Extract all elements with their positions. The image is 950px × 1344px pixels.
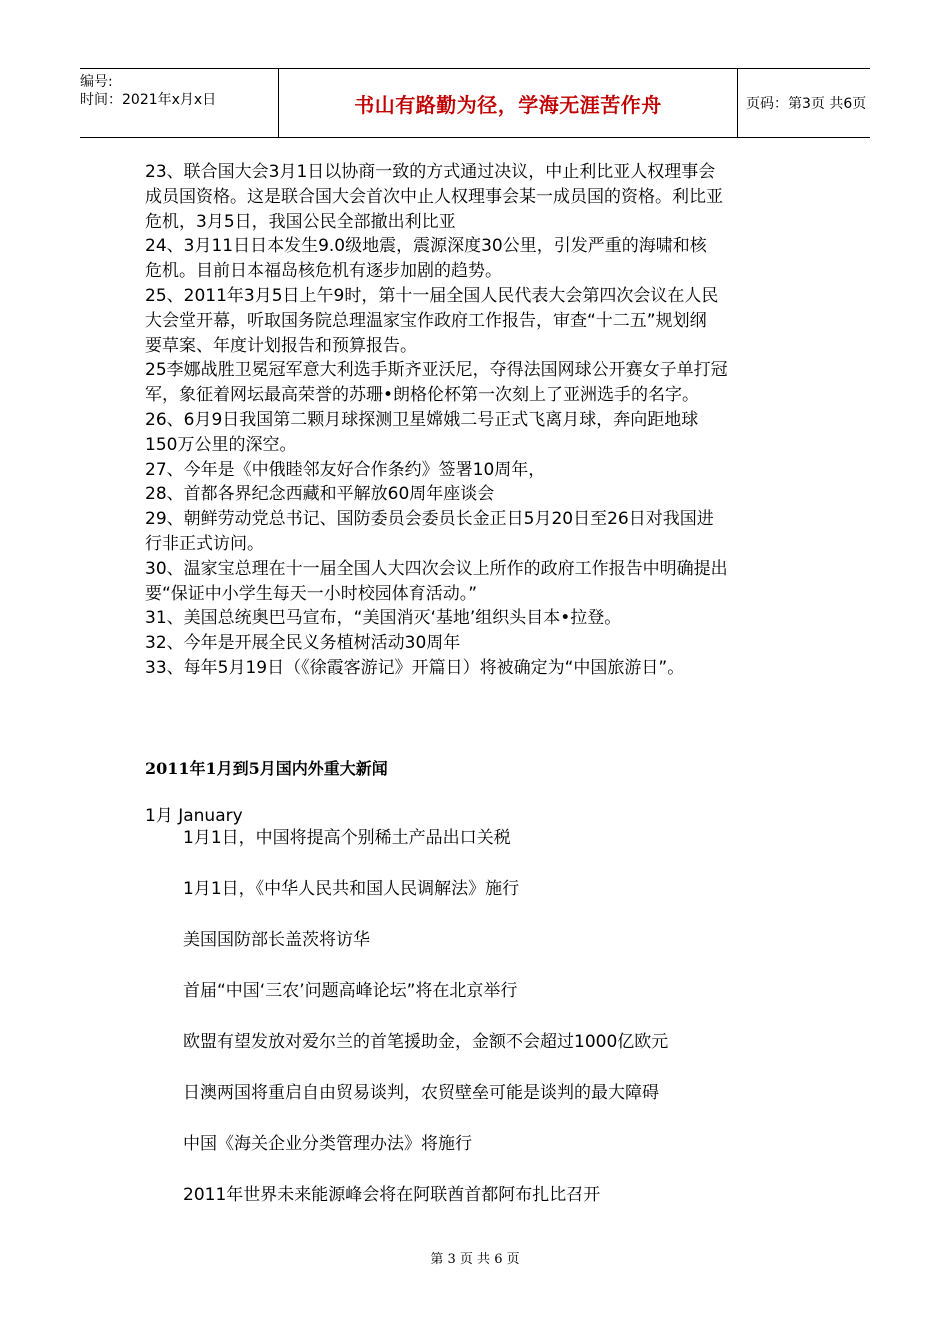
page-header (80, 68, 870, 138)
news-line: 24、3月11日日本发生9.0级地震，震源深度30公里，引发严重的海啸和核 (145, 236, 707, 257)
news-line: 28、首都各界纪念西藏和平解放60周年座谈会 (145, 484, 495, 505)
news-line: 25、2011年3月5日上午9时，第十一届全国人民代表大会第四次会议在人民 (145, 285, 719, 306)
event-item: 日澳两国将重启自由贸易谈判，农贸壁垒可能是谈判的最大障碍 (183, 1083, 659, 1103)
news-item-list (145, 160, 815, 681)
event-item: 中国《海关企业分类管理办法》将施行 (183, 1134, 472, 1154)
news-list-section (145, 160, 815, 681)
page-footer: 第 3 页 共 6 页 (430, 1252, 520, 1267)
news-line: 32、今年是开展全民义务植树活动30周年 (145, 633, 461, 654)
news-line: 150万公里的深空。 (145, 434, 297, 455)
news-line: 行非正式访问。 (145, 533, 264, 554)
header-meta (80, 69, 278, 137)
header-motto-cell (278, 69, 738, 137)
event-item: 1月1日，《中华人民共和国人民调解法》施行 (183, 879, 520, 899)
news-line: 25李娜战胜卫冕冠军意大利选手斯齐亚沃尼，夺得法国网球公开赛女子单打冠 (145, 360, 728, 381)
event-item: 2011年世界未来能源峰会将在阿联酋首都阿布扎比召开 (183, 1185, 601, 1205)
news-line: 成员国资格。这是联合国大会首次中止人权理事会某一成员国的资格。利比亚 (145, 186, 723, 207)
document-time-label: 时间：2021年x月x日 (80, 92, 217, 108)
header-page-number: 页码：第3页 共6页 (746, 96, 867, 112)
document-number-label: 编号: (80, 74, 113, 90)
news-line: 要草案、年度计划报告和预算报告。 (145, 335, 417, 356)
news-line: 危机。目前日本福岛核危机有逐步加剧的趋势。 (145, 261, 502, 282)
news-line: 33、每年5月19日（《徐霞客游记》开篇日）将被确定为“中国旅游日”。 (145, 657, 685, 678)
news-line: 29、朝鲜劳动党总书记、国防委员会委员长金正日5月20日至26日对我国进 (145, 509, 714, 530)
month-heading: 1月 January (145, 806, 243, 826)
header-motto: 书山有路勤为径，学海无涯苦作舟 (354, 92, 662, 117)
news-line: 危机，3月5日，我国公民全部撤出利比亚 (145, 211, 456, 232)
news-line: 军，象征着网坛最高荣誉的苏珊•朗格伦杯第一次刻上了亚洲选手的名字。 (145, 385, 700, 406)
news-line: 23、联合国大会3月1日以协商一致的方式通过决议，中止利比亚人权理事会 (145, 162, 716, 182)
news-line: 大会堂开幕，听取国务院总理温家宝作政府工作报告，审查“十二五”规划纲 (145, 310, 707, 331)
january-event-list (183, 826, 823, 1234)
news-line: 31、美国总统奥巴马宣布，“美国消灭‘基地’组织头目本•拉登。 (145, 608, 622, 629)
news-line: 30、温家宝总理在十一届全国人大四次会议上所作的政府工作报告中明确提出 (145, 558, 728, 579)
event-item: 1月1日，中国将提高个别稀土产品出口关税 (183, 828, 511, 848)
event-item: 首届“中国‘三农’问题高峰论坛”将在北京举行 (183, 981, 518, 1001)
news-line: 要“保证中小学生每天一小时校园体育活动。” (145, 583, 478, 604)
news-line: 26、6月9日我国第二颗月球探测卫星嫦娥二号正式飞离月球，奔向距地球 (145, 409, 699, 430)
event-item: 美国国防部长盖茨将访华 (183, 930, 370, 950)
event-item: 欧盟有望发放对爱尔兰的首笔援助金，金额不会超过1000亿欧元 (183, 1032, 669, 1052)
section-title: 2011年1月到5月国内外重大新闻 (145, 759, 388, 778)
news-line: 27、今年是《中俄睦邻友好合作条约》签署10周年， (145, 459, 546, 480)
